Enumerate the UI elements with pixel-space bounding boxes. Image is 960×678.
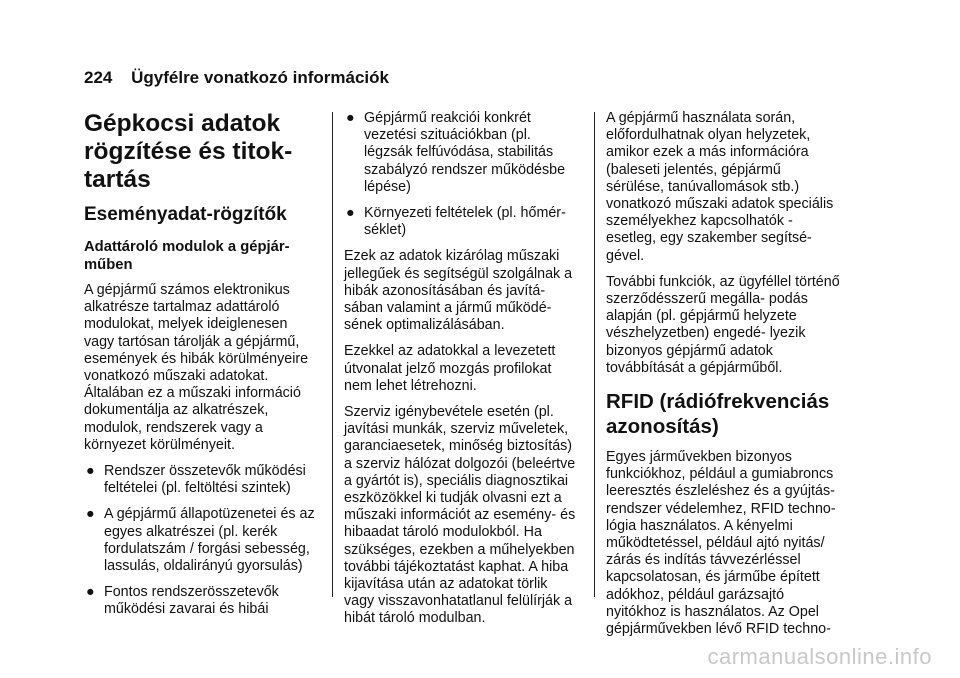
list-item <box>344 110 580 196</box>
column-divider <box>332 112 333 597</box>
bullet-icon: ● <box>86 584 95 601</box>
bullet-icon: ● <box>346 205 355 222</box>
column-divider <box>594 112 595 597</box>
paragraph: Szerviz igénybevétele esetén (pl. javítási munkák, szerviz műveletek, garanciaesetek, minőség biztosítás) a szerviz hálózat dolgozói (beleértve a gyártót is), speciális diagnosztikai eszközökkel ki tudják olvasni ezt a műszaki információt az esemény- és hibaadat tároló modulokból. Ha szükséges, ezekben a műhelyekben további tájékoztatást kaphat. A hiba kijavítása után az adatokat törlik vagy visszavonhatatlanul felülírják a hibát tároló modulban. <box>344 404 576 627</box>
column-2 <box>344 110 580 637</box>
list-item <box>84 584 316 618</box>
column-3 <box>606 110 842 647</box>
section-title: Ügyfélre vonatkozó információk <box>131 68 389 87</box>
main-title: Gépkocsi adatok rögzítése és titok- tartás <box>84 110 293 193</box>
bullet-icon: ● <box>86 463 95 480</box>
list-item-text: Fontos rendszerösszetevők működési zavarai és hibái <box>104 584 279 618</box>
list-item-text: Környezeti feltételek (pl. hőmér- séklet) <box>364 205 566 239</box>
paragraph: További funkciók, az ügyféllel történő szerződésszerű megálla- podás alapján (pl. gépjármű helyzete vészhelyzetben) engedé- lyezik bizonyos gépjármű adatok továbbítását a gépjárműből. <box>606 273 840 376</box>
paragraph: A gépjármű számos elektronikus alkatrésze tartalmaz adattároló modulokat, melyek ideiglenesen vagy tartósan tárolják a gépjármű, események és hibák körülményeire vonatkozó műszaki adatokat. Általában ez a műszaki információ dokumentálja az alkatrészek, modulok, rendszerek vagy a környezet körülményeit. <box>84 282 309 453</box>
list-item-text: A gépjármű állapotüzenetei és az egyes alkatrészei (pl. kerék fordulatszám / forgási sebesség, lassulás, oldalirányú gyorsulás) <box>104 506 315 575</box>
page-header <box>84 68 389 88</box>
bullet-icon: ● <box>86 506 95 523</box>
paragraph: A gépjármű használata során, előfordulhatnak olyan helyzetek, amikor ezek a más információra (baleseti jelentés, gépjármű sérülése, tanúvallomások stb.) vonatkozó műszaki adatok speciális személyekhez kapcsolhatók - esetleg, egy szakember segítsé- gével. <box>606 110 834 264</box>
subtitle: Eseményadat-rögzítők <box>84 204 287 225</box>
bullet-icon: ● <box>346 110 355 126</box>
paragraph: Ezekkel az adatokkal a levezetett útvonalat jelző mozgás profilokat nem lehet létrehozni. <box>344 343 556 394</box>
paragraph: Egyes járművekben bizonyos funkciókhoz, például a gumiabroncs leeresztés észleléshez és a gyújtás- rendszer védelemhez, RFID techno- lógia használatos. A kényelmi működtetéssel, például ajtó nyitás/ zárás és indítás távvezérléssel kapcsolatosan, és járműbe épített adókhoz, például garázsajtó nyitókhoz is használatos. Az Opel gépjárművekben lévő RFID techno- <box>606 449 836 638</box>
rfid-heading: RFID (rádiófrekvenciás azonosítás) <box>606 390 830 439</box>
watermark: carmanualsonline.info <box>707 644 932 669</box>
list-item-text: Gépjármű reakciói konkrét vezetési szituációkban (pl. légzsák felfúvódása, stabilitás szabályzó rendszer működésbe lépése) <box>364 110 566 195</box>
list-item-text: Rendszer összetevők működési feltételei (pl. feltöltési szintek) <box>104 463 306 497</box>
sub-subtitle: Adattároló modulok a gépjár- műben <box>84 239 290 273</box>
list-item <box>84 506 316 575</box>
page-number: 224 <box>84 68 113 87</box>
paragraph: Ezek az adatok kizárólag műszaki jellegűek és segítségül szolgálnak a hibák azonosításában és javítá- sában valamint a jármű működé- sének optimalizálásában. <box>344 248 573 334</box>
list-item <box>344 205 580 239</box>
list-item <box>84 463 316 497</box>
column-1 <box>84 110 316 628</box>
